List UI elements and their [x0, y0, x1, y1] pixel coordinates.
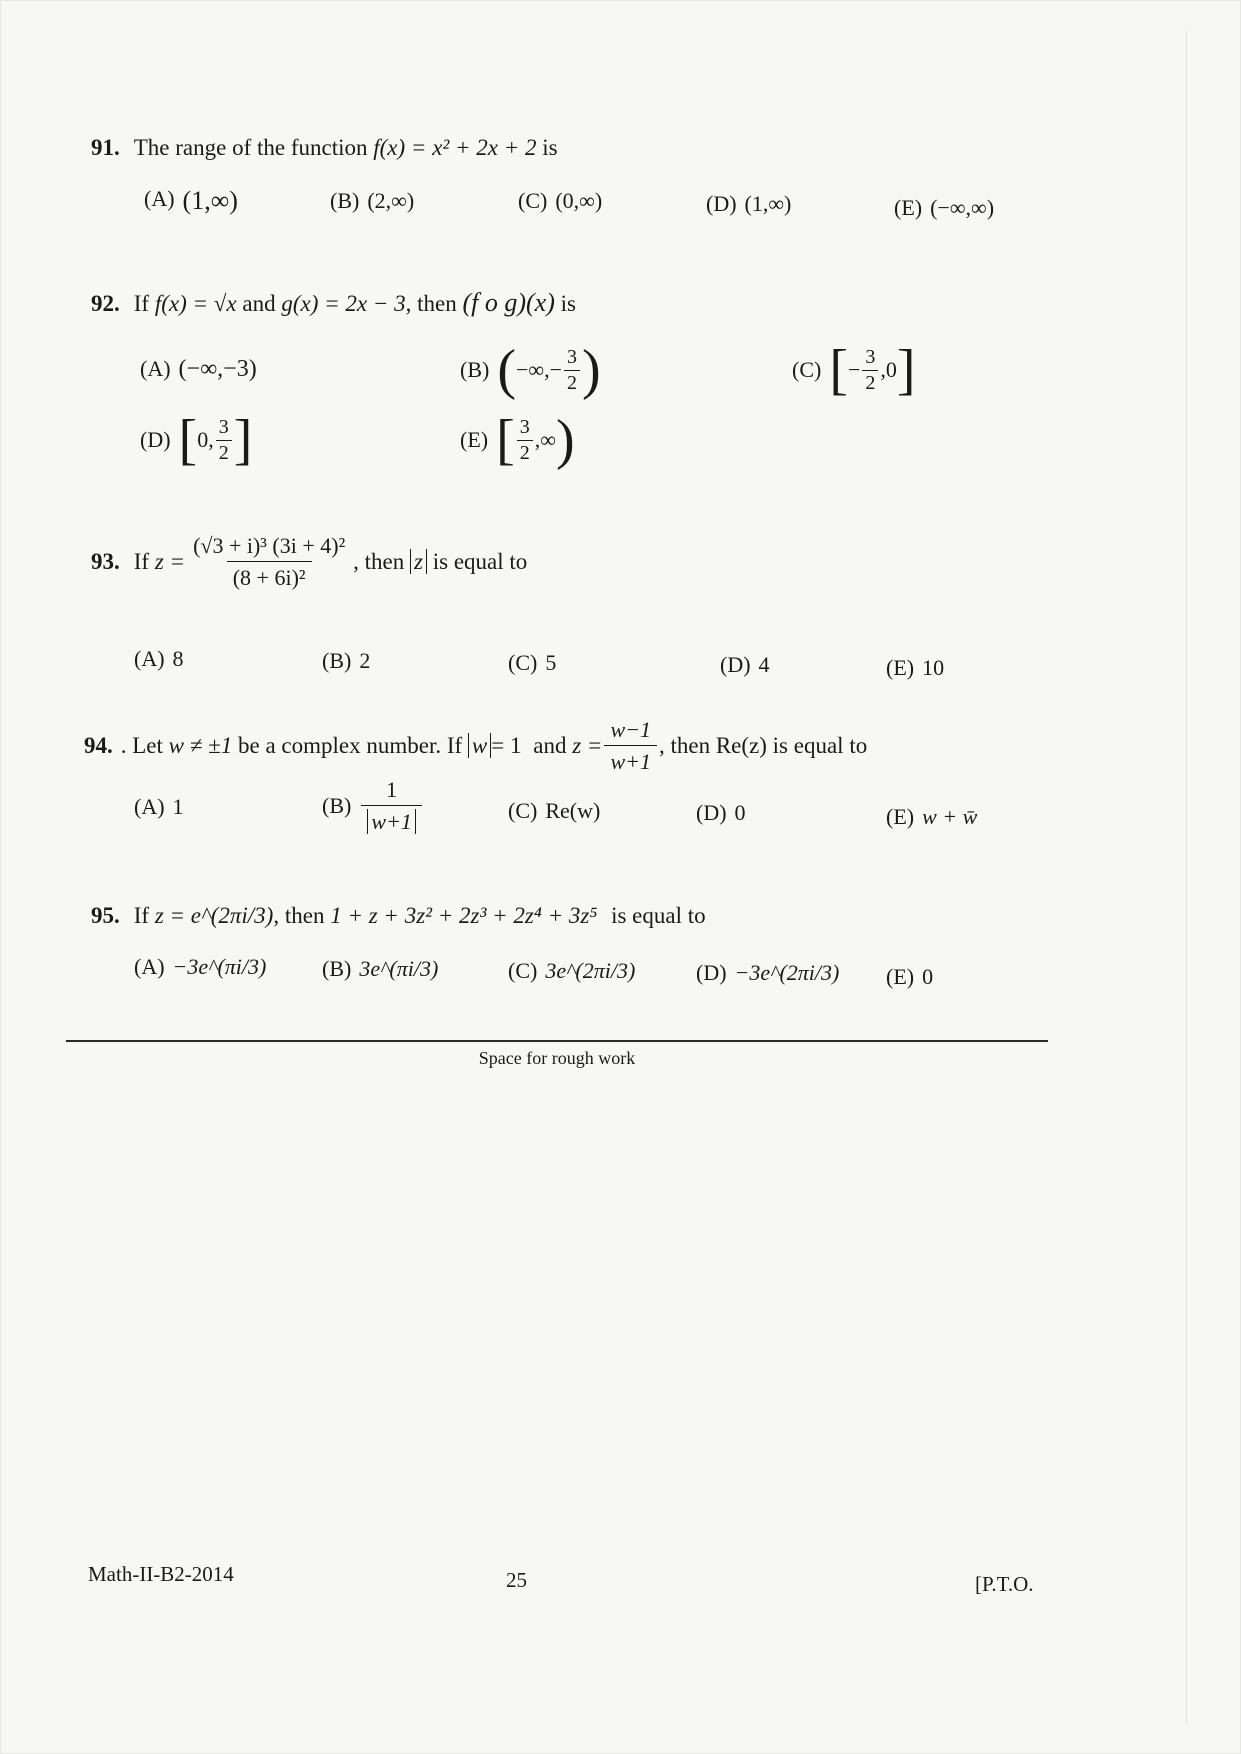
fraction: $\frac{3}{2}$ [216, 417, 232, 464]
option-value: (0,∞) [555, 188, 603, 213]
option-93-a [134, 648, 184, 670]
bracket-left: [ [178, 409, 198, 471]
question-text: and [242, 291, 276, 316]
question-text: If [133, 549, 150, 575]
option-value: 0 [734, 800, 746, 825]
math-expression: 1 + z + 3z² + 2z³ + 2z⁴ + 3z⁵ [330, 903, 598, 928]
option-label: (B) [460, 357, 490, 382]
option-93-d [720, 654, 770, 676]
question-text: and [533, 733, 567, 759]
question-text: , then [353, 549, 405, 575]
option-value: (1,∞) [182, 186, 238, 215]
paren-right: ) [581, 339, 601, 401]
math-expression: w ≠ ±1 [168, 733, 233, 759]
question-text: is equal to [432, 549, 528, 575]
option-91-e [894, 197, 994, 219]
option-label: (D) [706, 191, 737, 216]
fraction [604, 718, 657, 773]
option-94-b [322, 778, 424, 833]
fraction-denominator: w+1 [367, 809, 416, 834]
option-label: (E) [460, 427, 489, 452]
question-text: The range of the function [133, 135, 368, 160]
option-label: (C) [508, 798, 538, 823]
option-label: (C) [792, 357, 822, 382]
option-label: (C) [518, 188, 548, 213]
option-value: 1 [172, 794, 184, 819]
fraction-numerator: w−1 [610, 717, 651, 742]
option-92-e: (E) [ $\frac{3}{2}$ ,∞) [460, 409, 575, 471]
fraction: $\frac{3}{2}$ [564, 347, 580, 394]
option-label: (E) [886, 964, 915, 989]
bracket-left: [ [496, 409, 515, 471]
option-label: (E) [886, 804, 915, 829]
question-91 [91, 136, 558, 159]
question-text: If [133, 291, 150, 316]
math-expression: z [410, 549, 427, 574]
option-value: 8 [172, 646, 184, 671]
option-value: w + w̄ [922, 804, 978, 829]
option-value: Re(w) [545, 798, 601, 823]
option-label: (A) [134, 954, 165, 979]
question-number: 94. [84, 733, 113, 759]
option-value: 4 [758, 652, 770, 677]
option-94-d [696, 802, 746, 824]
option-label: (C) [508, 958, 538, 983]
option-92-c: (C) [− $\frac{3}{2}$ ,0] [792, 339, 916, 401]
math-expression: Re(z) [715, 733, 767, 759]
fraction [361, 778, 422, 833]
question-95 [91, 904, 706, 927]
option-92-a [140, 357, 257, 381]
option-label: (B) [322, 792, 352, 818]
question-text: is [542, 135, 558, 160]
bracket-left: [ [829, 339, 848, 401]
option-value: (1,∞) [744, 191, 792, 216]
option-label: (D) [696, 800, 727, 825]
fraction-numerator: 1 [386, 777, 398, 802]
question-text: be a complex number. If [238, 733, 463, 759]
question-text: is equal to [772, 733, 868, 759]
rough-work-label: Space for rough work [478, 1048, 636, 1068]
option-95-b [322, 958, 438, 980]
question-92 [91, 290, 576, 316]
math-expression: f(x) = √x [154, 291, 237, 316]
math-expression: g(x) = 2x − 3 [281, 291, 406, 316]
fraction-numerator: (√3 + i)³ (3i + 4)² [193, 533, 346, 558]
footer-page-number: 25 [506, 1568, 527, 1592]
option-93-e [886, 657, 944, 679]
option-value: 2 [359, 648, 371, 673]
question-text: If [133, 903, 150, 928]
fraction: $\frac{3}{2}$ [862, 347, 878, 394]
question-text: is [560, 291, 576, 316]
math-expression: = 1 [491, 733, 522, 759]
option-95-e [886, 966, 933, 988]
option-value: (2,∞) [367, 188, 415, 213]
option-label: (E) [894, 195, 923, 220]
option-91-c [518, 190, 602, 212]
option-value: 10 [922, 655, 945, 680]
math-expression: f(x) = x² + 2x + 2 [373, 135, 537, 160]
option-value: −3e^(πi/3) [172, 954, 267, 979]
option-label: (B) [322, 956, 352, 981]
option-value: 5 [545, 650, 557, 675]
option-91-a [144, 188, 238, 214]
option-value: 3e^(πi/3) [359, 956, 439, 981]
page-edge-line [1186, 30, 1187, 1724]
math-expression: w [468, 733, 491, 758]
divider-rule [66, 1040, 1048, 1042]
option-label: (D) [140, 427, 171, 452]
option-95-c [508, 960, 635, 982]
math-expression: (f o g)(x) [462, 288, 555, 317]
option-label: (C) [508, 650, 538, 675]
option-label: (A) [134, 646, 165, 671]
option-92-b: (B) (−∞,− $\frac{3}{2}$ ) [460, 339, 601, 401]
option-value: (−∞,∞) [930, 195, 995, 220]
option-94-c [508, 800, 600, 822]
question-text: , then [658, 733, 711, 759]
option-95-d [696, 962, 839, 984]
math-expression: z = [154, 549, 186, 575]
option-value: (−∞,−3) [178, 356, 257, 382]
question-number: 92. [91, 291, 120, 316]
option-label: (B) [322, 648, 352, 673]
question-text: , then [273, 903, 325, 928]
option-label: (A) [144, 186, 175, 212]
option-92-d: (D) [0, $\frac{3}{2}$ ] [140, 409, 253, 471]
option-label: (A) [134, 794, 165, 819]
question-number: 95. [91, 903, 120, 928]
option-94-e [886, 806, 977, 828]
option-94-a [134, 796, 184, 818]
option-95-a [134, 956, 266, 978]
option-label: (D) [720, 652, 751, 677]
question-94: 94. . Let w ≠ ±1 be a complex number. If w = 1 and z = $\frac{w-1}{w+1}$ , then Re(z) is equal to [84, 717, 868, 775]
option-91-d [706, 193, 791, 215]
option-91-b [330, 190, 414, 212]
fraction-denominator: (8 + 6i)² [227, 561, 312, 589]
math-expression: z = [572, 733, 603, 759]
option-label: (A) [140, 356, 171, 381]
question-text: Let [132, 733, 163, 759]
question-number: 91. [91, 135, 120, 160]
math-expression: z = e^(2πi/3) [154, 903, 274, 928]
paren-left: ( [497, 339, 516, 401]
option-label: (B) [330, 188, 360, 213]
question-93 [91, 534, 527, 589]
footer-code: Math-II-B2-2014 [88, 1562, 234, 1586]
fraction [187, 534, 351, 589]
option-value: −3e^(2πi/3) [734, 960, 840, 985]
option-93-b [322, 650, 370, 672]
fraction: $\frac{3}{2}$ [517, 417, 533, 464]
option-93-c [508, 652, 556, 674]
option-label: (D) [696, 960, 727, 985]
option-value: 0 [922, 964, 934, 989]
bracket-right: ] [233, 409, 253, 471]
question-text: is equal to [611, 903, 706, 928]
fraction-denominator: w+1 [604, 745, 657, 773]
footer-pto: [P.T.O. [975, 1572, 1034, 1596]
bracket-right: ] [896, 339, 916, 401]
question-number: 93. [91, 549, 120, 575]
paren-right: ) [555, 409, 575, 471]
option-value: 3e^(2πi/3) [545, 958, 636, 983]
option-label: (E) [886, 655, 915, 680]
question-text: , then [405, 291, 457, 316]
